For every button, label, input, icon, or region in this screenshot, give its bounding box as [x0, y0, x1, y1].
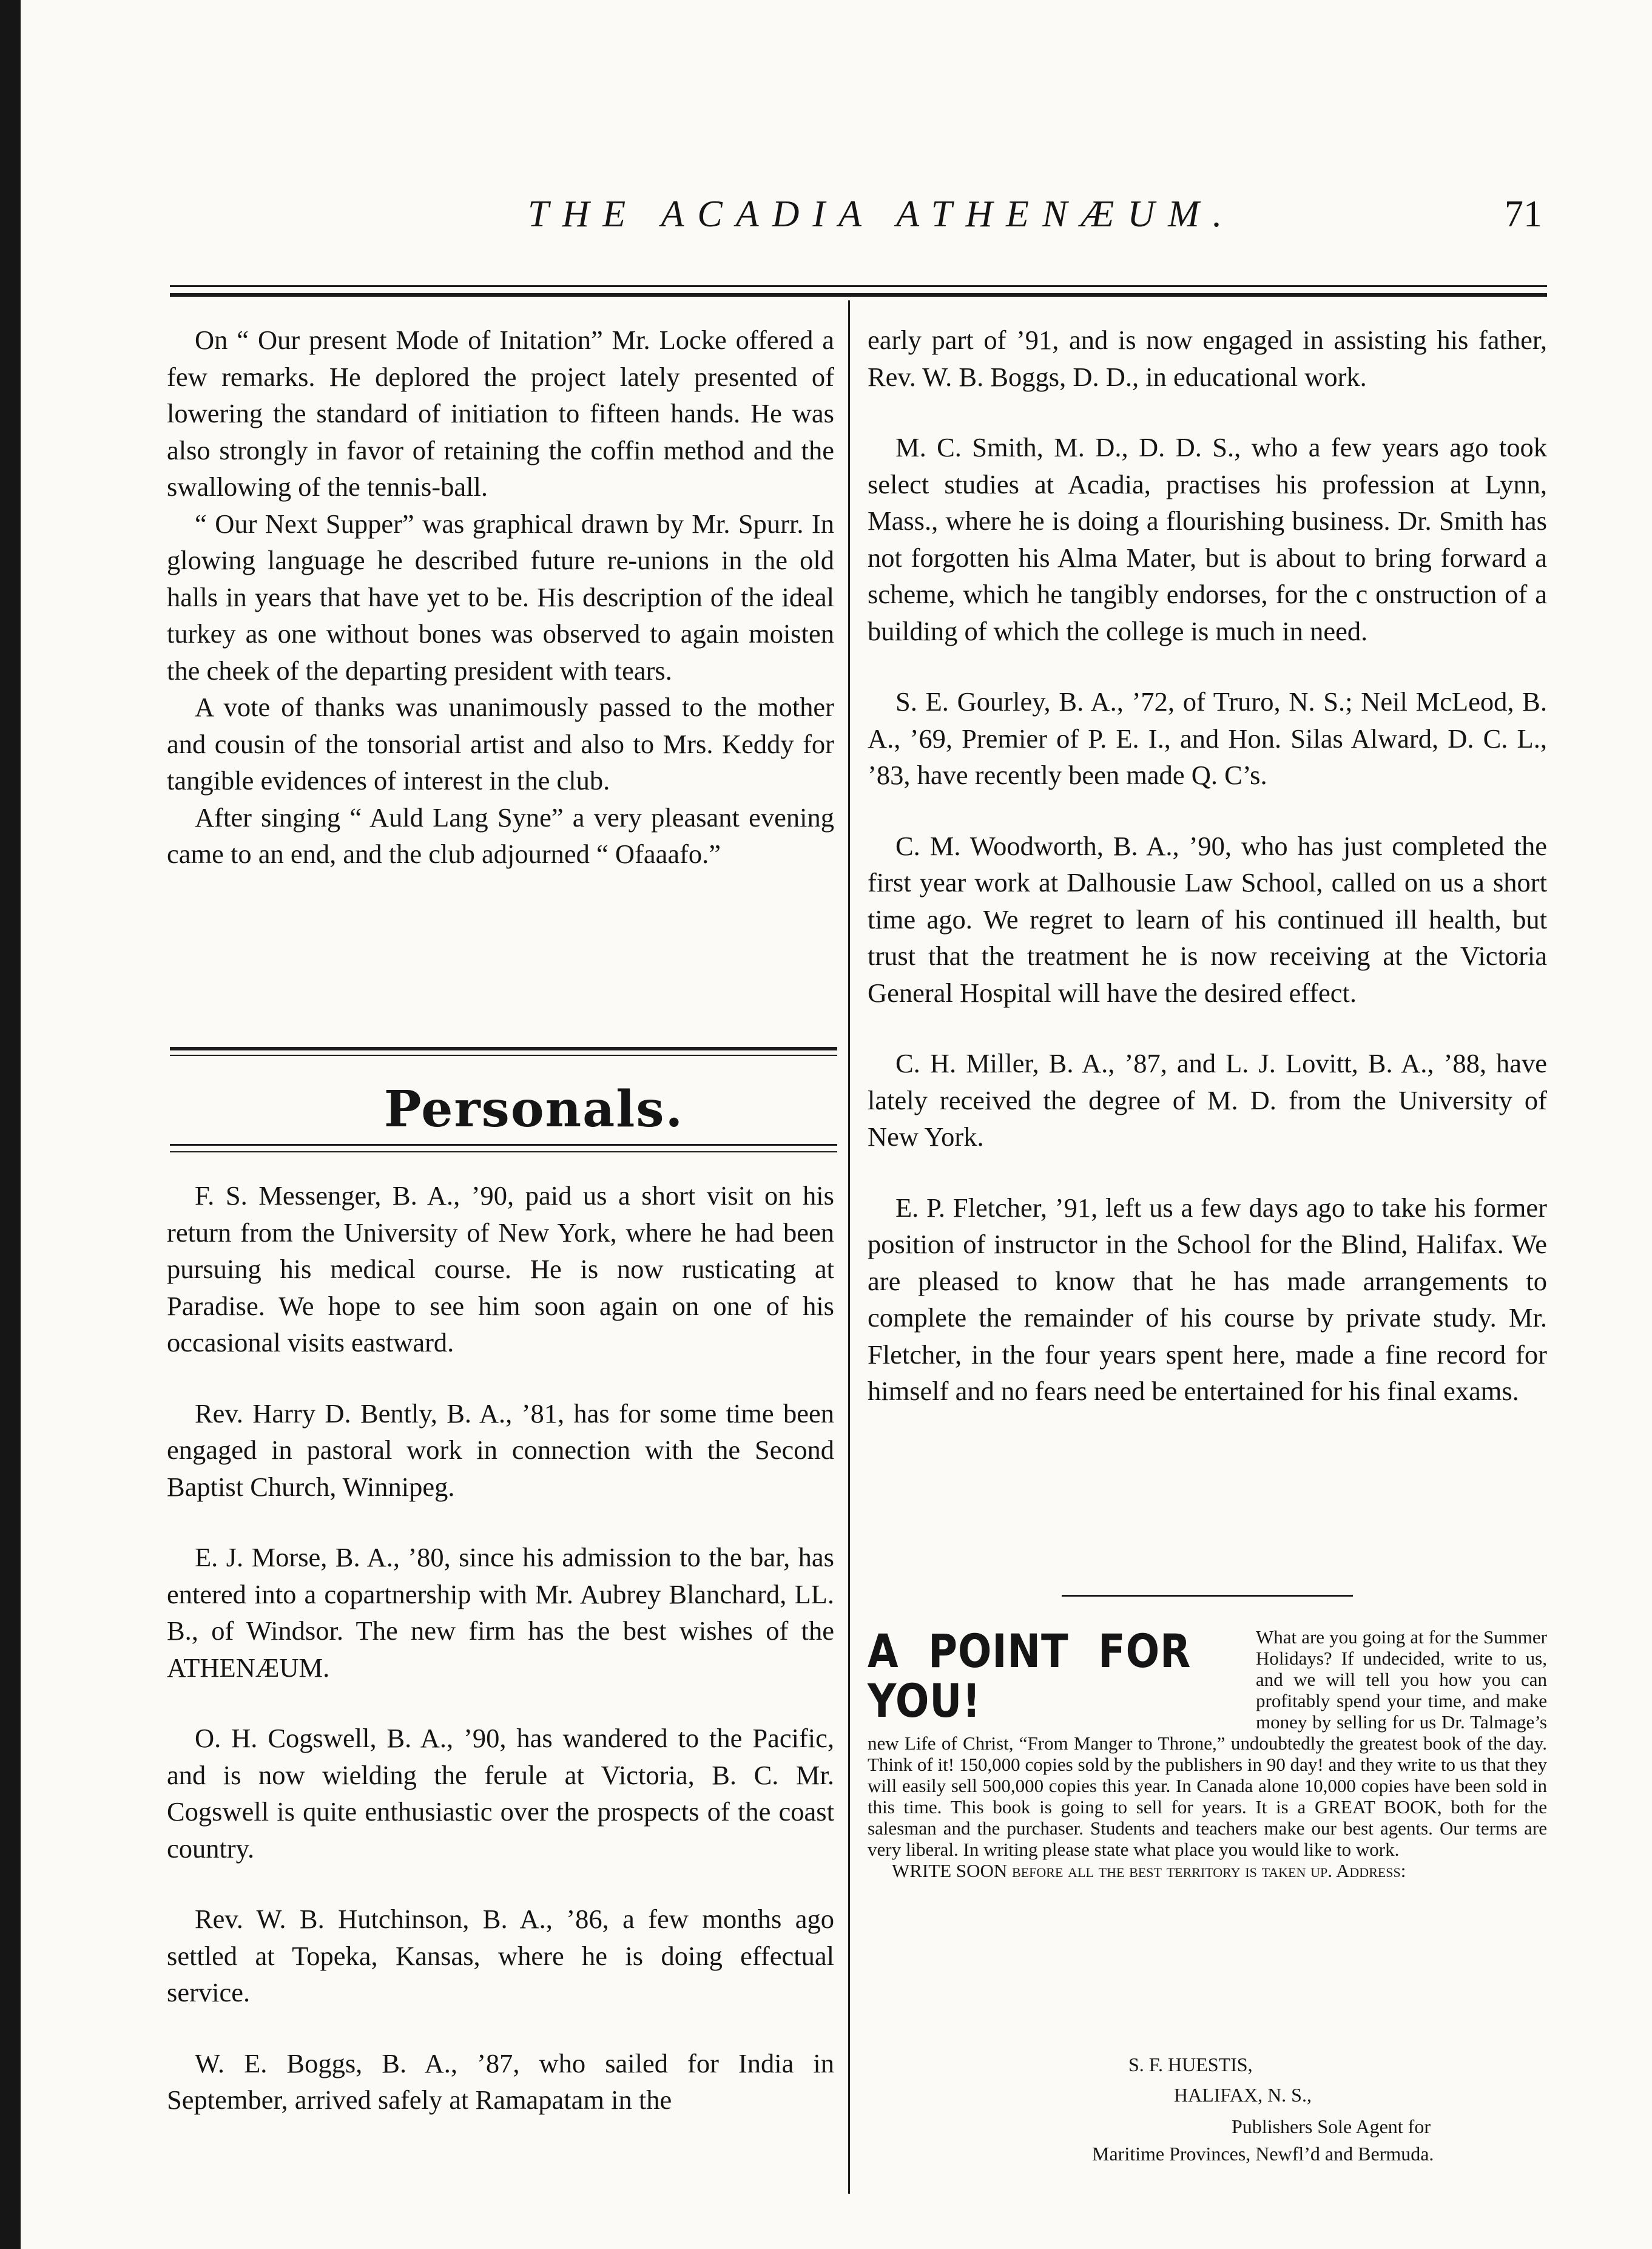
- ad-city: HALIFAX, N. S.,: [1174, 2084, 1312, 2106]
- ad-separator: [1062, 1595, 1353, 1597]
- paragraph: After singing “ Auld Lang Syne” a very pleasant evening came to an end, and the club adjourned “ Ofaaafo.”: [167, 802, 834, 869]
- header-rule-top: [170, 285, 1547, 287]
- section-title: Personals.: [383, 1080, 684, 1138]
- personal-entry: E. P. Fletcher, ’91, left us a few days ago to take his former position of instructor in the School for the Blind, Halifax. We are pleased to know that he has made arrangements to complete the remainder of his course by private study. Mr. Fletcher, in the four years spent here, made a fine record for himself and no fears need be entertained for his final exams.: [868, 1192, 1547, 1406]
- header-rule-bottom: [170, 293, 1547, 297]
- personal-entry: C. M. Woodworth, B. A., ’90, who has just completed the first year work at Dalhousie Law School, called on us a short time ago. We regret to learn of his continued ill health, but trust that the treatment he is now receiving at the Victoria General Hospital will have the desired effect.: [868, 830, 1547, 1008]
- paragraph: A vote of thanks was unanimously passed to the mother and cousin of the tonsorial artist and also to Mrs. Keddy for tangible evidences of interest in the club.: [167, 692, 834, 796]
- paragraph: On “ Our present Mode of Initation” Mr. Locke offered a few remarks. He deplored the project lately presented of lowering the standard of initiation to fifteen hands. He was also strongly in favor of retaining the coffin method and the swallowing of the tennis-ball.: [167, 325, 834, 502]
- ad-body: What are you going at for the Summer Holidays? If undecided, write to us, and we will tell you how you can profitably spend your time, and make money by selling for us Dr. Talmage’s new Life of Christ, “From Manger to Throne,” undoubtedly the greatest book of the day. Think of it! 150,000 copies sold by the publishers in 90 day! and they write to us that they will easily sell 500,000 copies this year. In Canada alone 10,000 copies have been sold in this time. This book is going to sell for years. It is a GREAT BOOK, both for the salesman and the purchaser. Students and teachers make our best agents. Our terms are very liberal. In writing please state what place you would like to work.: [868, 1626, 1547, 1860]
- section-rule-top: [170, 1047, 837, 1050]
- personal-entry: Rev. W. B. Hutchinson, B. A., ’86, a few months ago settled at Topeka, Kansas, where he is doing effectual service.: [167, 1904, 834, 2007]
- personal-entry: M. C. Smith, M. D., D. D. S., who a few years ago took select studies at Acadia, practises his profession at Lynn, Mass., where he is doing a flourishing business. Dr. Smith has not forgotten his Alma Mater, but is about to bring forward a scheme, which he tangibly endorses, for the c onstruction of a building of which the college is much in need.: [868, 432, 1547, 646]
- left-column-personals: [167, 1177, 834, 2119]
- personal-entry: early part of ’91, and is now engaged in assisting his father, Rev. W. B. Boggs, D. D., in educational work.: [868, 325, 1547, 392]
- ad-title-line1: Publishers Sole Agent for: [1232, 2115, 1431, 2137]
- personal-entry: W. E. Boggs, B. A., ’87, who sailed for India in September, arrived safely at Ramapatam in the: [167, 2048, 834, 2115]
- column-divider: [848, 300, 850, 2194]
- ad-title-line2: Maritime Provinces, Newfl’d and Bermuda.: [1092, 2143, 1434, 2165]
- paragraph: “ Our Next Supper” was graphical drawn by Mr. Spurr. In glowing language he described future re-unions in the old halls in years that have yet to be. His description of the ideal turkey as one without bones was observed to again moisten the cheek of the departing president with tears.: [167, 508, 834, 686]
- personal-entry: E. J. Morse, B. A., ’80, since his admission to the bar, has entered into a copartnership with Mr. Aubrey Blanchard, LL. B., of Windsor. The new firm has the best wishes of the ATHENÆUM.: [167, 1542, 834, 1683]
- advertisement: [868, 1626, 1547, 1881]
- personal-entry: O. H. Cogswell, B. A., ’90, has wandered to the Pacific, and is now wielding the ferule at Victoria, B. C. Mr. Cogswell is quite enthusiastic over the prospects of the coast country.: [167, 1723, 834, 1864]
- ad-name: S. F. HUESTIS,: [1128, 2054, 1253, 2075]
- section-rule-bottom: [170, 1144, 837, 1146]
- personal-entry: F. S. Messenger, B. A., ’90, paid us a short visit on his return from the University of New York, where he had been pursuing his medical course. He is now rusticating at Paradise. We hope to see him soon again on one of his occasional visits eastward.: [167, 1180, 834, 1358]
- personal-entry: C. H. Miller, B. A., ’87, and L. J. Lovitt, B. A., ’88, have lately received the degree of M. D. from the University of New York.: [868, 1048, 1547, 1152]
- running-head: THE ACADIA ATHENÆUM.: [528, 194, 1236, 235]
- left-column-top: [167, 322, 834, 873]
- right-column-personals: [868, 322, 1547, 1410]
- section-rule-top-thin: [170, 1055, 837, 1056]
- ad-headline: A POINT FOR YOU!: [868, 1624, 1192, 1728]
- binding-edge: [0, 0, 21, 2249]
- personal-entry: S. E. Gourley, B. A., ’72, of Truro, N. S.; Neil McLeod, B. A., ’69, Premier of P. E. I., and Hon. Silas Alward, D. C. L., ’83, have recently been made Q. C’s.: [868, 686, 1547, 790]
- page-number: 71: [1505, 194, 1542, 235]
- section-rule-bottom-thin: [170, 1151, 837, 1152]
- ad-closing: WRITE SOON before all the best territory is taken up. Address:: [892, 1860, 1406, 1881]
- personal-entry: Rev. Harry D. Bently, B. A., ’81, has for some time been engaged in pastoral work in connection with the Second Baptist Church, Winnipeg.: [167, 1398, 834, 1502]
